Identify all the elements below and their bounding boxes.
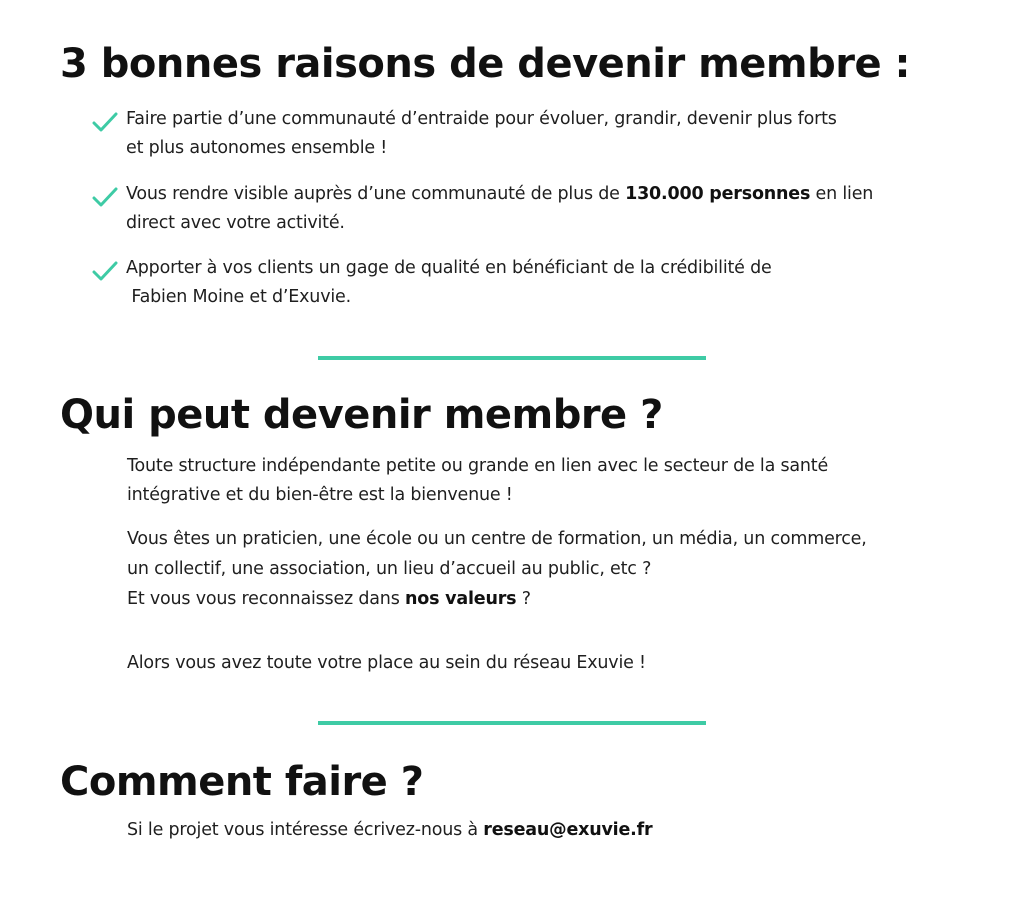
who-paragraph-line: un collectif, une association, un lieu d’accueil au public, etc ? <box>127 559 652 579</box>
reason-text-line: Faire partie d’une communauté d’entraide pour évoluer, grandir, devenir plus forts <box>126 109 837 129</box>
who-paragraph-line: intégrative et du bien-être est la bienvenue ! <box>127 485 513 505</box>
reasons-heading: 3 bonnes raisons de devenir membre : <box>60 41 911 87</box>
who-paragraph-line: Alors vous avez toute votre place au sein du réseau Exuvie ! <box>127 653 646 673</box>
check-icon <box>92 186 118 208</box>
contact-email[interactable]: reseau@exuvie.fr <box>483 820 653 840</box>
reason-text-line <box>126 180 873 209</box>
check-icon <box>92 260 118 282</box>
reason-text-line: Apporter à vos clients un gage de qualité en bénéficiant de la crédibilité de <box>126 258 772 278</box>
who-text: ? <box>516 589 531 609</box>
audience-count: 130.000 personnes <box>625 184 811 204</box>
reason-text-line: et plus autonomes ensemble ! <box>126 138 388 158</box>
section-divider <box>318 356 706 360</box>
who-paragraph-line: Toute structure indépendante petite ou grande en lien avec le secteur de la santé <box>127 456 829 476</box>
how-heading: Comment faire ? <box>60 759 424 805</box>
who-heading: Qui peut devenir membre ? <box>60 392 663 438</box>
values-link[interactable]: nos valeurs <box>404 589 517 609</box>
section-divider <box>318 721 706 725</box>
how-paragraph-line <box>127 816 652 845</box>
reason-text: en lien <box>810 184 874 204</box>
how-text: Si le projet vous intéresse écrivez-nous à <box>127 820 484 840</box>
who-paragraph-line <box>127 585 531 614</box>
reason-text-line: Fabien Moine et d’Exuvie. <box>126 287 351 307</box>
reason-text-line: direct avec votre activité. <box>126 213 345 233</box>
reason-text: Vous rendre visible auprès d’une communauté de plus de <box>126 184 626 204</box>
who-paragraph-line: Vous êtes un praticien, une école ou un centre de formation, un média, un commerce, <box>127 529 867 549</box>
check-icon <box>92 111 118 133</box>
who-text: Et vous vous reconnaissez dans <box>127 589 405 609</box>
